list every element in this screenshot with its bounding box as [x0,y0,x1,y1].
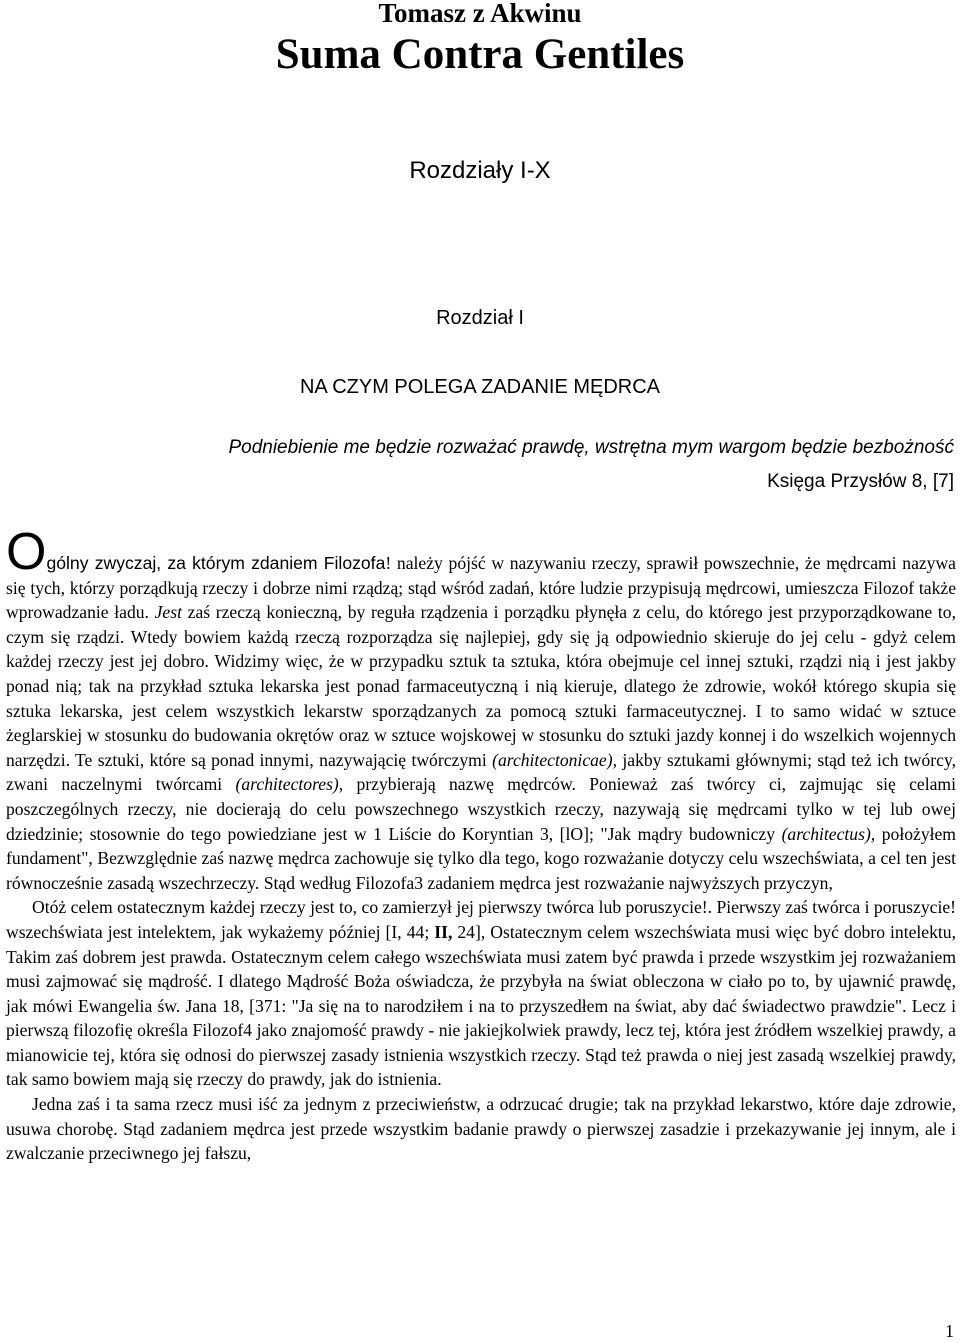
body-text [6,523,956,1166]
paragraph [6,523,956,895]
epigraph: Podniebienie me będzie rozważać prawdę, wstrętna mym wargom będzie bezbożność [228,437,954,458]
italic-text: (architectores), [235,774,344,795]
document-title: Suma Contra Gentiles [275,31,685,78]
paragraph-text: 24], Ostatecznym celem wszechświata musi więc być dobro intelektu, Takim zaś dobrem jest prawda. Ostatecznym celem całego wszechświata musi zatem być prawda i przede wszystkim jej rozważaniem musi zajmować się mądrość. I dlatego Mądrość Boża oświadcza, że przybyła na świat obleczona w ciało po to, by ujawnić prawdę, jak mówi Ewangelia św. Jana 18, [371: "Ja się na to narodziłem i na to przyszedłem na świat, aby dać świadectwo prawdzie". Lecz i pierwszą filozofię określa Filozof4 jako znajomość prawdy - nie jakiejkolwiek prawdy, lecz tej, która jest źródłem wszelkiej prawdy, a mianowicie tej, która się odnosi do pierwszej zasady istnienia wszystkich rzeczy. Stąd też prawda o niej jest zasadą wszelkiej prawdy, tak samo bowiem mają się rzeczy do prawdy, jak do istnienia. [6,921,956,1090]
paragraph [6,895,956,1092]
paragraph-text: zaś rzeczą konieczną, by reguła rządzenia i porządku płynęła z celu, do którego jest przyporządkowane to, czym się rządzi. Wtedy bowiem każdą rzeczą rozporządza się najlepiej, gdy się ją odpowiednio skieruje do jej celu - gdyż celem każdej rzeczy jest jej dobro. Widzimy więc, że w przypadku sztuk ta sztuka, która obejmuje cel innej sztuki, rządzi nią i jest jakby ponad nią; tak na przykład sztuka lekarska jest ponad farmaceutyczną i nią kieruje, dlatego że zdrowie, wokół którego skupia się sztuka lekarska, jest celem wszystkich lekarstw sporządzanych za pomocą sztuki farmaceutycznej. I to samo widać w sztuce żeglarskiej w stosunku do budowania okrętów oraz w sztuce wojskowej w stosunku do sztuki jazdy konnej i do wszelkich wojennych narzędzi. Te sztuki, które są ponad innymi, nazywającię twórczymi [6,602,956,770]
chapter-number: Rozdział I [436,307,524,329]
paragraph: Jedna zaś i ta sama rzecz musi iść za jednym z przeciwieństw, a odrzucać drugie; tak na przykład lekarstwo, które daje zdrowie, usuwa chorobę. Stąd zadaniem mędrca jest przede wszystkim badanie prawdy o pierwszej zasadzie i przekazywanie jej innym, ale i zwalczanie przeciwnego jej fałszu, [6,1094,956,1164]
chapters-range: Rozdziały I-X [409,157,551,184]
paragraph-text: Otóż celem ostatecznym każdej rzeczy jest to, co zamierzył jej pierwszy twórca lub poruszycie!. Pierwszy zaś twórca i poruszycie! wszechświata jest intelektem, jak wykażemy później [I, 44; [6,897,956,942]
italic-text: Jest [154,602,182,623]
bold-text: II, [434,921,453,942]
paragraph-text: przybierają nazwę mędrców. Ponieważ zaś twórcy ci, zajmując się celami poszczególnych rzeczy, nie docierają do celu powszechnego wszystkich rzeczy, nazywają się mędrcami tylko w tej lub owej dziedzinie; stosownie do tego powiedziane jest w 1 Liście do Koryntian 3, [lO]; "Jak mądry budowniczy [6,774,956,844]
paragraph-text: położyłem fundament", Bezwzględnie zaś nazwę mędrca zachowuje się tylko dla tego, kogo rozważanie dotyczy celu wszechświata, a cel ten jest równocześnie zasadą wszechrzeczy. Stąd według Filozofa3 zadaniem mędrca jest rozważanie najwyższych przyczyn, [6,823,956,893]
paragraph-text: jakby sztukami głównymi; stąd też ich twórcy, zwani naczelnymi twórcami [6,749,956,795]
page-number: 1 [945,1321,954,1341]
author-name: Tomasz z Akwinu [378,0,582,28]
first-line-text: gólny zwyczaj, za którym zdaniem Filozofa [46,553,386,573]
epigraph-source: Księga Przysłów 8, [7] [767,471,954,492]
drop-cap: O [6,523,47,581]
italic-text: (architectonicae), [492,749,617,770]
italic-text: (architectus), [781,823,876,844]
chapter-title: NA CZYM POLEGA ZADANIE MĘDRCA [299,376,661,398]
paragraph-text: ! należy pójść w nazywaniu rzeczy, sprawił powszechnie, że mędrcami nazywa się tych, którzy porządkują rzeczy i dobrze nimi rządzą; stąd wśród zadań, które ludzie przypisują mędrcowi, umieszcza Filozof także wprowadzanie ładu. [6,553,956,623]
